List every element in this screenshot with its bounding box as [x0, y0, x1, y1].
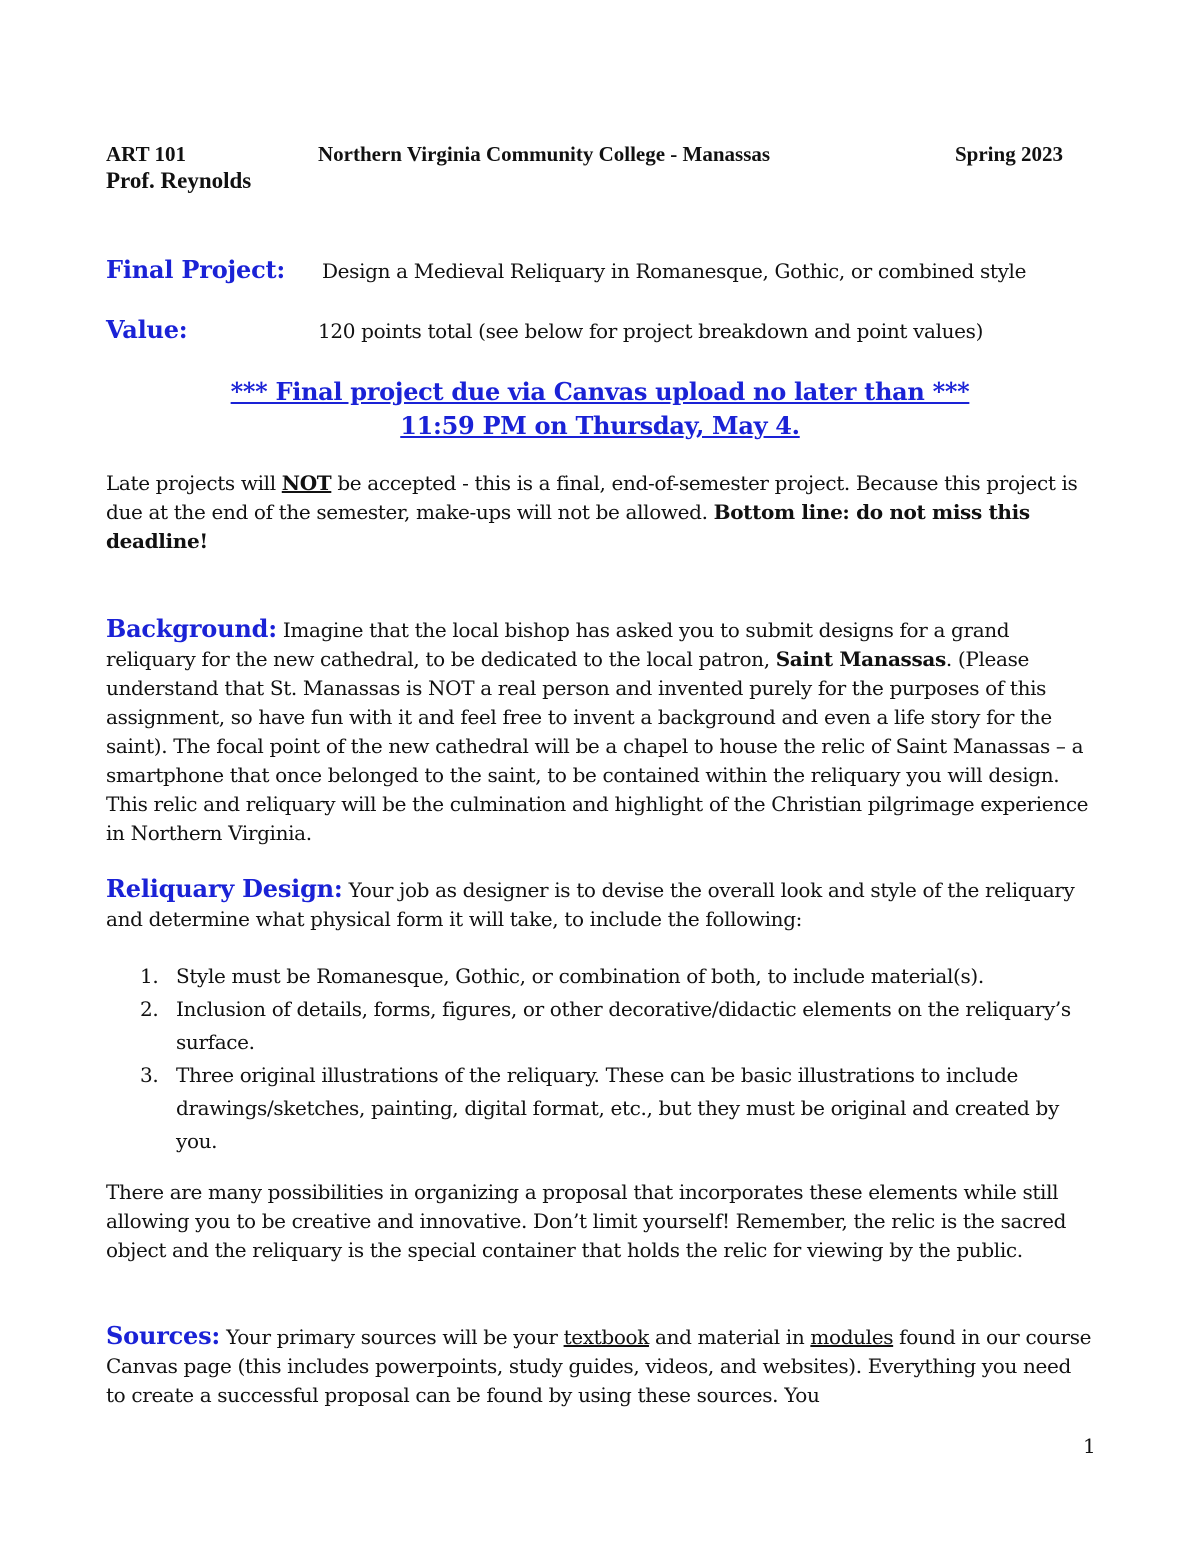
list-number: 3.: [140, 1063, 159, 1087]
term: Spring 2023: [955, 142, 1063, 166]
value-description: 120 points total (see below for project breakdown and point values): [318, 319, 984, 343]
background-text-2: . (Please understand that St. Manassas is NOT a real person and invented purely for the purposes of this assignment, so have fun with it and feel free to invent a background and even a life story for the saint). The focal point of the new cathedral will be a chapel to house the relic of Saint Manassas – a smartphone that once belonged to the saint, to be contained within the reliquary you will design. This relic and reliquary will be the culmination and highlight of the Christian pilgrimage experience in Northern Virginia.: [106, 647, 1089, 845]
due-notice-line-1: *** Final project due via Canvas upload no later than ***: [230, 377, 970, 406]
due-notice-line-2: 11:59 PM on Thursday, May 4.: [400, 411, 800, 440]
final-project-description: Design a Medieval Reliquary in Romanesque, Gothic, or combined style: [322, 259, 1027, 283]
reliquary-design-text: Your job as designer is to devise the overall look and style of the reliquary and determine what physical form it will take, to include the following:: [106, 878, 1075, 931]
possibilities-paragraph: There are many possibilities in organizing a proposal that incorporates these elements while still allowing you to be creative and innovative. Don’t limit yourself! Remember, the relic is the sacred object and the reliquary is the special container that holds the relic for viewing by the public.: [106, 1180, 1067, 1262]
course-code: ART 101: [106, 142, 186, 166]
list-item-text: Style must be Romanesque, Gothic, or combination of both, to include material(s).: [176, 964, 984, 988]
page-number: 1: [1083, 1434, 1096, 1458]
list-item: [140, 993, 1086, 1059]
reliquary-design-paragraph: [106, 874, 1096, 934]
textbook-reference: textbook: [563, 1325, 649, 1349]
list-number: 1.: [140, 964, 159, 988]
saint-name: Saint Manassas: [775, 647, 946, 671]
list-item: [140, 1059, 1086, 1158]
sources-text-2: and material in: [648, 1325, 811, 1349]
sources-paragraph: [106, 1321, 1096, 1410]
late-text-2: be accepted - this is a final, end-of-semester project. Because this project is due at the end of the semester, make-ups will not be allowed.: [106, 471, 1078, 524]
requirements-list: [140, 960, 1086, 1158]
list-number: 2.: [140, 997, 159, 1021]
professor-name: Prof. Reynolds: [106, 168, 252, 193]
list-item-text: Three original illustrations of the reliquary. These can be basic illustrations to include drawings/sketches, painting, digital format, etc., but they must be original and created by you.: [176, 1063, 1059, 1153]
reliquary-design-label: Reliquary Design:: [106, 874, 343, 903]
late-text-1: Late projects will: [106, 471, 282, 495]
background-text-1: Imagine that the local bishop has asked you to submit designs for a grand reliquary for the new cathedral, to be dedicated to the local patron,: [106, 618, 1010, 671]
sources-text-3: found in our course Canvas page (this includes powerpoints, study guides, videos, and websites). Everything you need to create a successful proposal can be found by using these sources. You: [106, 1325, 1092, 1407]
list-item-text: Inclusion of details, forms, figures, or other decorative/didactic elements on the reliquary’s surface.: [176, 997, 1071, 1054]
background-paragraph: [106, 614, 1096, 848]
modules-reference: modules: [810, 1325, 894, 1349]
late-policy-paragraph: [106, 469, 1096, 556]
college-name: Northern Virginia Community College - Manassas: [318, 142, 771, 166]
late-not-emphasis: NOT: [281, 471, 332, 495]
sources-label: Sources:: [106, 1321, 221, 1350]
list-item: [140, 960, 1086, 993]
late-bottom-line: Bottom line: do not miss this deadline!: [106, 500, 1030, 553]
final-project-label: Final Project:: [106, 255, 286, 284]
value-label: Value:: [106, 315, 188, 344]
sources-text-1: Your primary sources will be your: [220, 1325, 564, 1349]
background-label: Background:: [106, 614, 277, 643]
